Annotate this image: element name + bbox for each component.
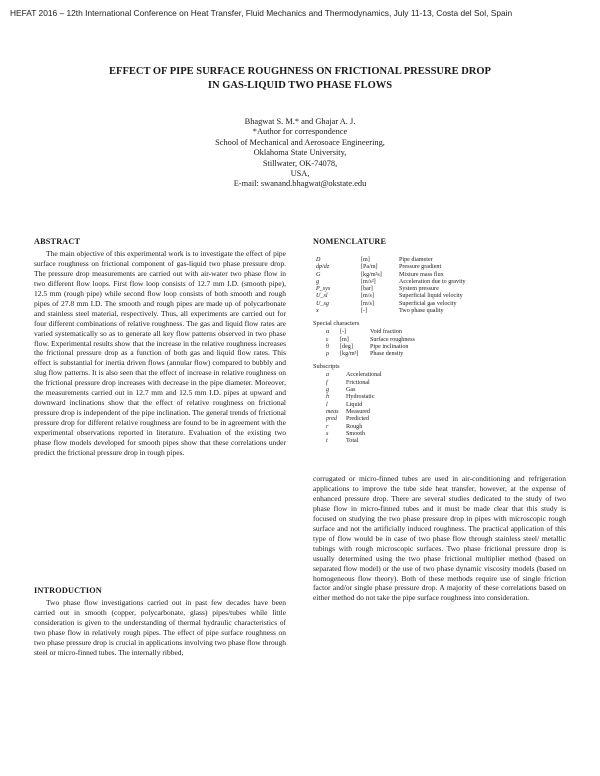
nomenclature-row-unit: [m]: [361, 256, 370, 263]
subscript-row: [323, 409, 382, 416]
special-character-row-sym: θ: [326, 343, 329, 350]
subscript-row: [323, 387, 382, 394]
subscript-row-desc: Predicted: [346, 416, 370, 423]
subscript-row-sym: f: [326, 379, 328, 386]
subscript-row-desc: Hydrostatic: [346, 394, 375, 401]
special-character-row: [323, 329, 415, 336]
subscript-row: [323, 424, 382, 431]
special-character-row-sym: ε: [326, 336, 329, 343]
nomenclature-row-desc: System pressure: [399, 286, 439, 293]
nomenclature-row: [313, 257, 466, 264]
subscript-row-sym: meas: [326, 408, 339, 415]
nomenclature-row-sym: g: [316, 278, 320, 285]
nomenclature-row-desc: Mixture mass flux: [399, 271, 444, 278]
nomenclature-heading: NOMENCLATURE: [313, 237, 387, 246]
nomenclature-row-sym: x: [316, 308, 319, 315]
nomenclature-row-unit: [Pa/m]: [361, 264, 378, 271]
nomenclature-row-sym: D: [316, 256, 321, 263]
author-email: E-mail: swanand.bhagwat@okstate.edu: [233, 179, 367, 189]
subscript-row: [323, 438, 382, 445]
special-character-row: [323, 351, 415, 358]
special-character-row-unit: [-]: [340, 329, 347, 336]
nomenclature-row-sym: P_sys: [316, 286, 331, 293]
title-line-2: IN GAS-LIQUID TWO PHASE FLOWS: [207, 80, 393, 91]
subscript-row-sym: g: [326, 387, 330, 394]
nomenclature-row-desc: Pressure gradient: [399, 264, 442, 271]
special-character-row: [323, 337, 415, 344]
subscript-row-desc: Total: [346, 438, 359, 445]
nomenclature-row-sym: U_sl: [316, 293, 328, 300]
nomenclature-main-table: [313, 257, 466, 315]
nomenclature-row-sym: U_sg: [316, 300, 329, 307]
affiliation-city: Stillwater, OK-74078,: [262, 158, 338, 168]
nomenclature-row-unit: [m/s²]: [361, 278, 376, 285]
subscript-row-desc: Rough: [346, 423, 363, 430]
subscript-row-sym: s: [326, 430, 329, 437]
author-names: Bhagwat S. M.* and Ghajar A. J.: [244, 117, 356, 126]
special-characters-table: [323, 329, 415, 358]
subscript-row: [323, 402, 382, 409]
special-character-row-desc: Phase density: [370, 351, 404, 358]
affiliation-university: Oklahoma State University,: [253, 148, 347, 158]
nomenclature-row: [313, 308, 466, 315]
nomenclature-row-desc: Superficial liquid velocity: [399, 293, 463, 300]
subscript-row-desc: Frictional: [346, 379, 370, 386]
special-character-row-desc: Surface roughness: [370, 336, 415, 343]
nomenclature-row-sym: dp/dz: [316, 264, 330, 271]
nomenclature-row: [313, 293, 466, 300]
paper-title: [0, 65, 600, 93]
correspondence-note: *Author for correspondence: [252, 127, 348, 137]
special-character-row-desc: Void fraction: [370, 329, 402, 336]
title-line-1: EFFECT OF PIPE SURFACE ROUGHNESS ON FRICTIONAL PRESSURE DROP: [109, 66, 491, 77]
author-block: [0, 117, 600, 190]
subscript-row-desc: Accelerational: [346, 372, 382, 379]
introduction-continued-text: corrugated or micro-finned tubes are used in air-conditioning and refrigeration applications to improve the tube side heat transfer, however, at the expense of enhanced pressure drop. There are several studies dedicated to the study of two phase flow in micro-finned tubes and it must be made clear that this study is focused on studying the two phase pressure drop in pipes with microscopic rough surface and not the artificially induced roughness. The practical application of this type of flow would be in case of two phase flow through stainless steel/ metallic tubings with rough microscopic surfaces. Two phase frictional pressure drop is usually determined using the two phase frictional multiplier method (based on separated flow model) or the use of two phase dynamic viscosity models (based on homogeneous flow theory). Both of these methods require use of single friction factor and/or single phase pressure drop. A majority of these correlations based on either method do not take the pipe surface roughness into consideration.: [313, 474, 566, 603]
subscript-row-sym: r: [326, 423, 329, 430]
subscript-row: [323, 372, 382, 379]
special-character-row-sym: α: [326, 329, 330, 336]
subscript-row-sym: t: [326, 438, 328, 445]
subscript-row: [323, 380, 382, 387]
introduction-continued: [313, 474, 566, 603]
nomenclature-row: [313, 264, 466, 271]
running-header: HEFAT 2016 – 12th International Conference on Heat Transfer, Fluid Mechanics and Thermodynamics, July 11-13, Costa del Sol, Spain: [10, 8, 513, 18]
subscript-row: [323, 394, 382, 401]
special-character-row: [323, 344, 415, 351]
special-character-row-desc: Pipe inclination: [370, 343, 409, 350]
nomenclature-section: [313, 237, 566, 445]
abstract-text: The main objective of this experimental work is to investigate the effect of pipe surface roughness on frictional component of gas-liquid two phase pressure drop. The pressure drop measurements are carried out with air-water two phase flow in two different flow loops. First flow loop consists of 12.7 mm I.D. (smooth pipe), 12.5 mm (rough pipe) while second flow loop consists of both smooth and rough pipes of 27.8 mm I.D. The smooth and rough pipes are made up of polycarbonate and stainless steel material, respectively. Thus, all experiments are carried out for four different combinations of relative roughness. The gas and liquid flow rates are varied systematically so as to generate all key flow patterns observed in two phase flow. Experimental results show that the increase in the relative roughness increases the frictional pressure drop as a function of both gas and liquid flow rates. This effect is substantial for inertia driven flows (annular flow) compared to bubbly and slug flow patterns. It is also seen that the effect of increase in relative roughness on the frictional pressure drop increases with decrease in the pipe diameter. Moreover, the measurements carried out in 12.7 mm and 12.5 mm I.D. pipes at upward and downward inclinations show that the effect of relative roughness on frictional pressure drop is independent of the pipe inclination. The general trends of frictional pressure drop for different relative roughness are found to be in agreement with the experimental observations reported in literature. Evaluation of the existing two phase flow models developed for smooth pipes show that these correlations under predict the frictional pressure drop in rough pipes.: [34, 248, 286, 458]
nomenclature-row: [313, 272, 466, 279]
affiliation-country: USA,: [290, 169, 310, 179]
nomenclature-row-unit: [bar]: [361, 286, 373, 293]
nomenclature-row-unit: [-]: [361, 308, 368, 315]
introduction-section: [34, 586, 286, 658]
introduction-text: Two phase flow investigations carried out in past few decades have been carried out in smooth (copper, polycarbonate, glass) pipes/tubes while little consideration is given to the understanding of thermal hydraulic characteristics of two phase flow in relatively rough pipes. The effect of pipe surface roughness on two phase pressure drop is crucial in applications involving two phase flow through steel or micro-finned tubes. The internally ribbed,: [34, 597, 286, 657]
nomenclature-row: [313, 301, 466, 308]
nomenclature-row-desc: Two phase quality: [399, 308, 444, 315]
special-character-row-unit: [kg/m³]: [340, 351, 359, 358]
nomenclature-row: [313, 279, 466, 286]
special-characters-heading: Special characters: [313, 320, 360, 328]
subscript-row-desc: Measured: [346, 408, 371, 415]
subscripts-table: [323, 372, 382, 445]
subscript-row-desc: Liquid: [346, 401, 363, 408]
subscript-row-sym: pred: [326, 416, 337, 423]
special-character-row-sym: ρ: [326, 351, 330, 358]
introduction-heading: INTRODUCTION: [34, 586, 102, 595]
nomenclature-row-desc: Superficial gas velocity: [399, 300, 457, 307]
subscript-row-sym: a: [326, 372, 330, 379]
abstract-heading: ABSTRACT: [34, 237, 81, 246]
subscript-row-desc: Smooth: [346, 430, 365, 437]
nomenclature-row-sym: G: [316, 271, 321, 278]
subscript-row-sym: l: [326, 401, 328, 408]
subscript-row: [323, 431, 382, 438]
subscripts-heading: Subscripts: [313, 363, 340, 371]
subscript-row: [323, 416, 382, 423]
affiliation-school: School of Mechanical and Aerosoace Engineering,: [215, 137, 385, 147]
nomenclature-row-desc: Pipe diameter: [399, 256, 433, 263]
special-character-row-unit: [m]: [340, 336, 349, 343]
special-character-row-unit: [deg]: [340, 343, 353, 350]
nomenclature-row-desc: Acceleration due to gravity: [399, 278, 466, 285]
abstract-section: [34, 237, 286, 458]
nomenclature-row-unit: [kg/m²s]: [361, 271, 382, 278]
nomenclature-row-unit: [m/s]: [361, 300, 374, 307]
subscript-row-desc: Gas: [346, 387, 356, 394]
nomenclature-row-unit: [m/s]: [361, 293, 374, 300]
subscript-row-sym: h: [326, 394, 330, 401]
